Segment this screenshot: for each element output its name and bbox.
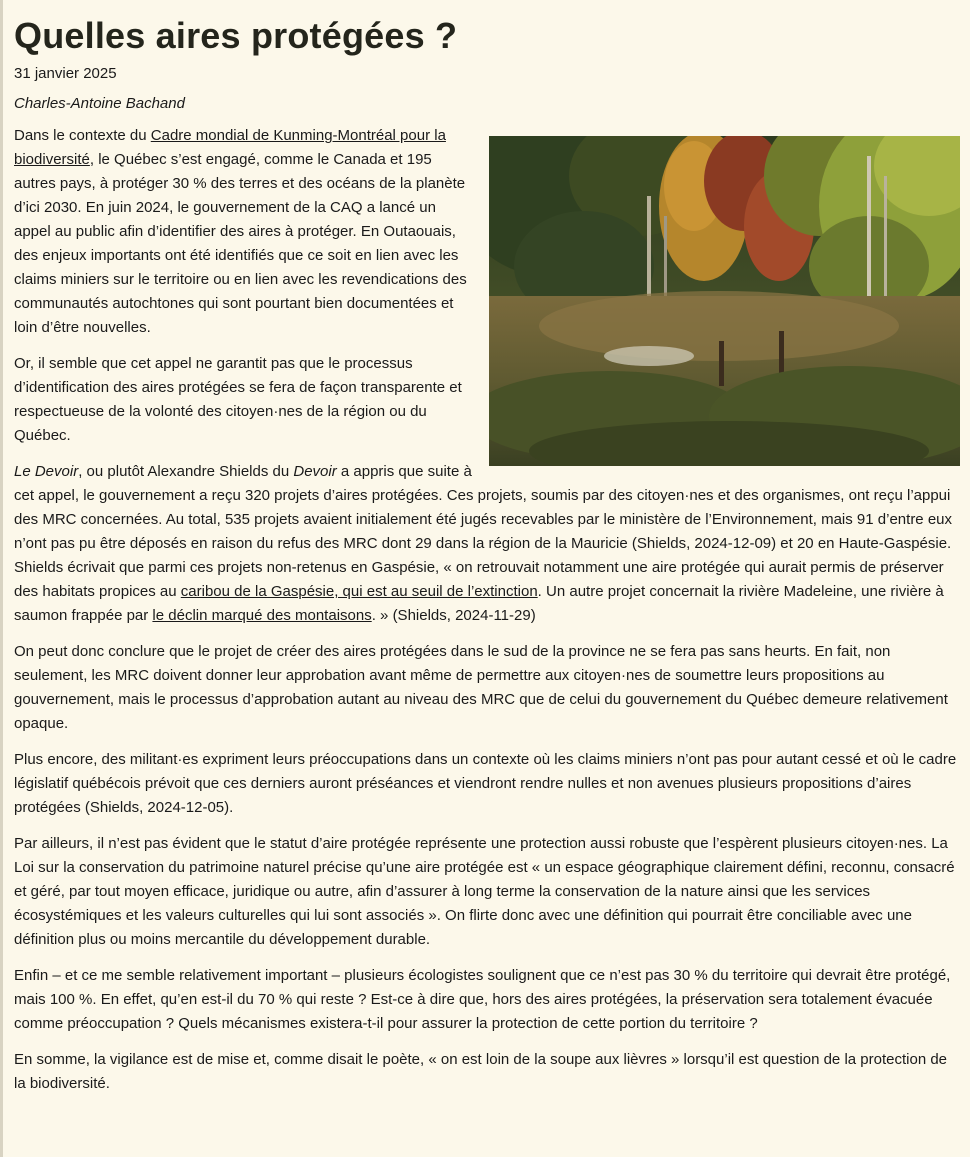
paragraph-1-text-b: , le Québec s’est engagé, comme le Canada et 195 autres pays, à protéger 30 % des terres et des océans de la planète d’ici 2030. En juin 2024, le gouvernement de la CAQ a lancé un appel au public afin d’identifier des aires à protéger. En Outaouais, des enjeux importants ont été identifiés que ce soit en lien avec les claims miniers sur le territoire ou en lien avec les revendications des communautés autochtones qui sont pourtant bien documentées et loin d’être nouvelles.	[14, 151, 467, 336]
paragraph-4: On peut donc conclure que le projet de créer des aires protégées dans le sud de la province ne se fera pas sans heurts. En fait, non seulement, les MRC doivent donner leur approbation avant même de permettre aux citoyen·nes de soumettre leurs propositions au gouvernement, mais le processus d’approbation autant au niveau des MRC que de celui du gouvernement du Québec demeure relativement opaque.	[14, 643, 948, 732]
caribou-link[interactable]: caribou de la Gaspésie, qui est au seuil de l’extinction	[180, 583, 538, 600]
paragraph-3-text-d: . » (Shields, 2024-11-29)	[371, 607, 536, 624]
paragraph-2: Or, il semble que cet appel ne garantit pas que le processus d’identification des aires protégées se fera de façon transparente et respectueuse de la volonté des citoyen·nes de la région ou du Québec.	[14, 355, 462, 444]
forest-photo	[489, 136, 960, 466]
forest-illustration	[489, 136, 960, 466]
montaisons-link[interactable]: le déclin marqué des montaisons	[152, 607, 372, 624]
article-body	[14, 124, 960, 1096]
paragraph-1-text-a: Dans le contexte du	[14, 127, 151, 144]
paragraph-7: Enfin – et ce me semble relativement important – plusieurs écologistes soulignent que ce n’est pas 30 % du territoire qui devrait être protégé, mais 100 %. En effet, qu’en est-il du 70 % qui reste ? Est-ce à dire que, hors des aires protégées, la préservation sera totalement évacuée comme préoccupation ? Quels mécanismes existera-t-il pour assurer la protection de cette portion du territoire ?	[14, 967, 951, 1032]
kunming-montreal-link[interactable]: Cadre mondial de Kunming-Montréal pour la biodiversité	[14, 127, 446, 168]
author-name: Charles-Antoine Bachand	[14, 95, 185, 112]
devoir-title: Devoir	[293, 463, 337, 480]
page-title: Quelles aires protégées ?	[14, 15, 458, 56]
paragraph-3-text-c: . Un autre projet concernait la rivière Madeleine, une rivière à saumon frappée par	[14, 583, 944, 624]
paragraph-5: Plus encore, des militant·es expriment leurs préoccupations dans un contexte où les claims miniers n’ont pas pour autant cessé et où le cadre législatif québécois prévoit que ces derniers auront préséances et viendront rendre nulles et non avenues plusieurs propositions d’aires protégées (Shields, 2024-12-05).	[14, 751, 957, 816]
article	[14, 12, 960, 1108]
paragraph-3-text-b: a appris que suite à cet appel, le gouvernement a reçu 320 projets d’aires protégées. Ces projets, soumis par des citoyen·nes et des organismes, ont reçu l’appui des MRC concernées. Au total, 535 projets avaient initialement été jugés recevables par le ministère de l’Environnement, mais 91 d’entre eux n’ont pas pu être déposés en raison du refus des MRC dont 29 dans la région de la Mauricie (Shields, 2024-12-09) et 20 en Haute-Gaspésie. Shields écrivait que parmi ces projets non-retenus en Gaspésie, « on retrouvait notamment une aire protégée qui aurait permis de préserver des habitats propices au	[14, 463, 953, 600]
le-devoir-title: Le Devoir	[14, 463, 79, 480]
paragraph-3-text-a: , ou plutôt Alexandre Shields du	[78, 463, 294, 480]
paragraph-6: Par ailleurs, il n’est pas évident que le statut d’aire protégée représente une protection aussi robuste que l’espèrent plusieurs citoyen·nes. La Loi sur la conservation du patrimoine naturel précise qu’une aire protégée est « un espace géographique clairement défini, reconnu, consacré et géré, par tout moyen efficace, juridique ou autre, afin d’assurer à long terme la conservation de la nature ainsi que les services écosystémiques et les valeurs culturelles qui lui sont associés ». On flirte donc avec une définition qui pourrait être conciliable avec une définition plus ou moins mercantile du développement durable.	[14, 835, 955, 948]
page-edge	[0, 0, 3, 1157]
paragraph-8: En somme, la vigilance est de mise et, comme disait le poète, « on est loin de la soupe aux lièvres » lorsqu’il est question de la protection de la biodiversité.	[14, 1051, 948, 1092]
paragraph-3	[14, 460, 960, 628]
publication-date: 31 janvier 2025	[14, 65, 117, 82]
